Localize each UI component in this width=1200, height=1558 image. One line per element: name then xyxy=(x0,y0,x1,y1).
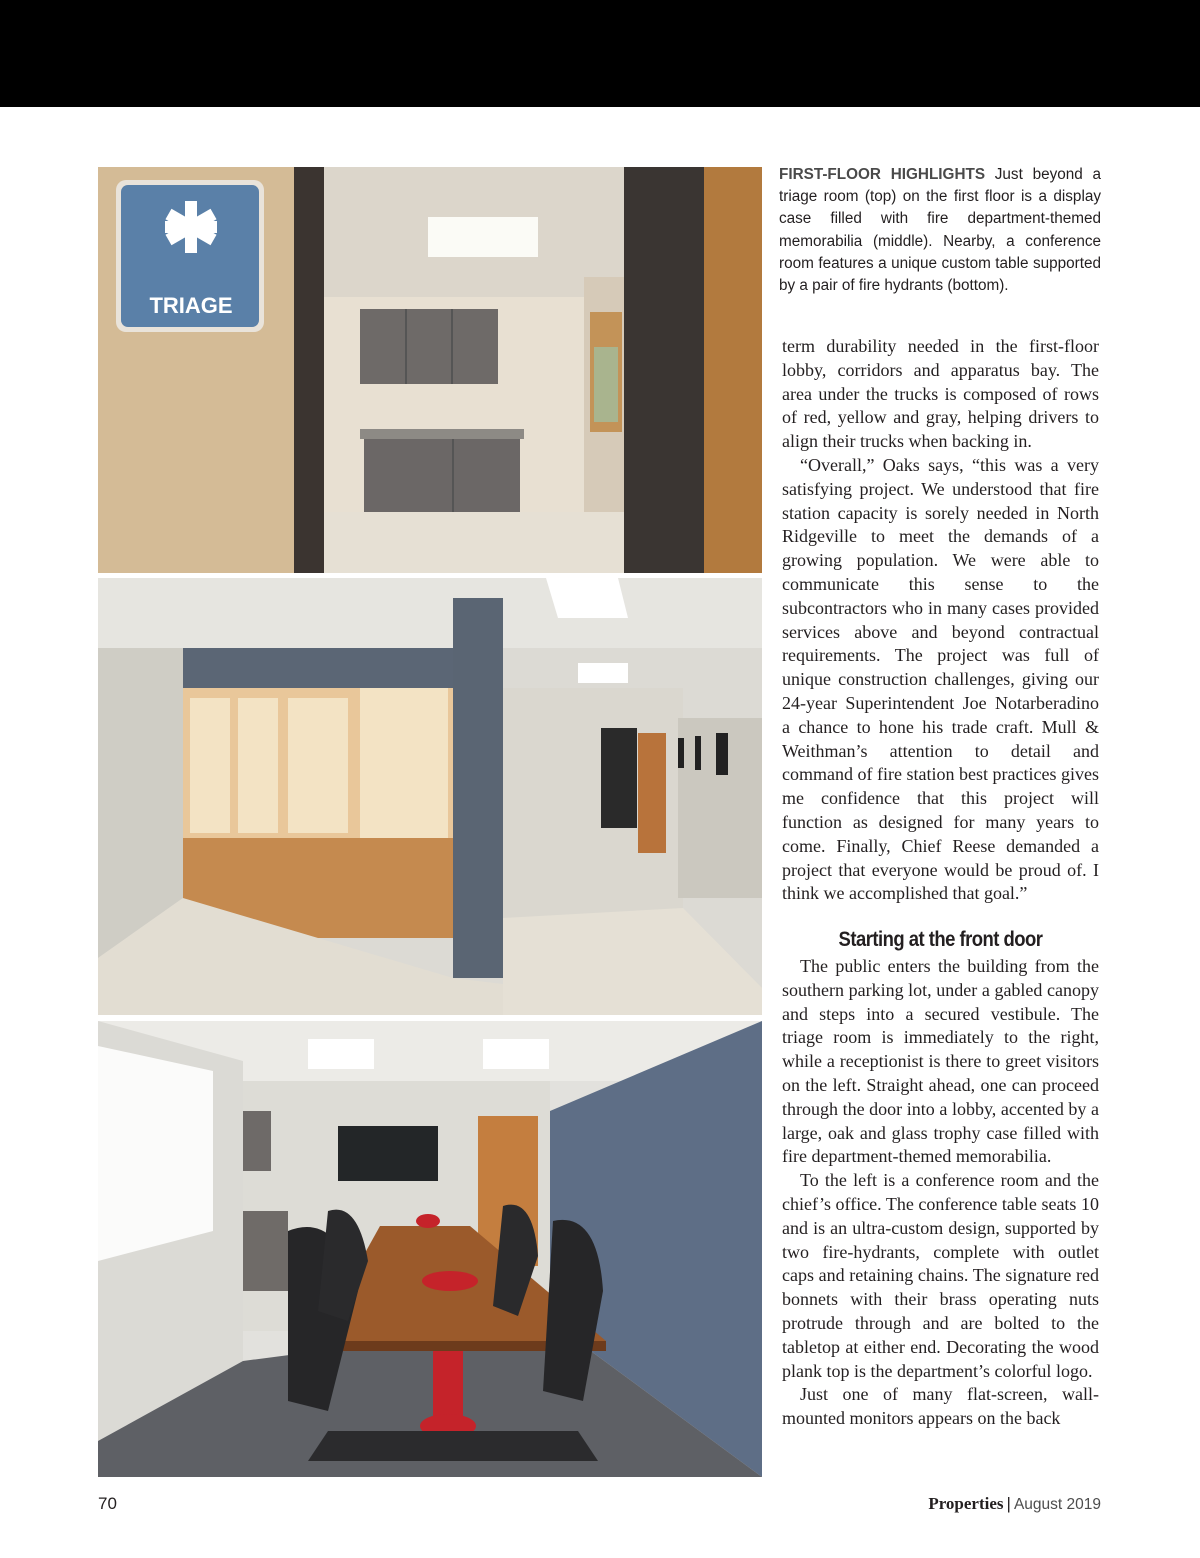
triage-room-photo xyxy=(98,167,762,573)
photo-caption xyxy=(779,164,1101,297)
magazine-name: Properties xyxy=(928,1494,1004,1513)
issue-date: August 2019 xyxy=(1013,1496,1101,1513)
article-paragraph: The public enters the building from the southern parking lot, under a gabled canopy and steps into a secured vestibule. The triage room is immediately to the right, while a receptionist is there to greet visitors on the left. Straight ahead, one can proceed through the door into a lobby, accented by a large, oak and glass trophy case filled with fire department-themed memorabilia. xyxy=(782,956,1099,1167)
footer-separator: | xyxy=(1006,1494,1011,1513)
article-column-top xyxy=(782,335,1099,906)
article-paragraph: term durability needed in the first-floor lobby, corridors and apparatus bay. The area under the trucks is composed of rows of red, yellow and gray, helping drivers to align their trucks when backing in. xyxy=(782,336,1099,452)
caption-lead: FIRST-FLOOR HIGHLIGHTS xyxy=(779,166,986,183)
display-case-photo xyxy=(98,578,762,1015)
page-number: 70 xyxy=(98,1494,117,1513)
running-footer xyxy=(928,1494,1101,1514)
section-subhead: Starting at the front door xyxy=(838,928,1043,951)
triage-sign-label: TRIAGE xyxy=(149,293,233,318)
article-paragraph: Just one of many flat-screen, wall-mounted monitors appears on the back xyxy=(782,1384,1099,1429)
caption-text: Just beyond a triage room (top) on the first floor is a display case filled with fire department-themed memorabilia (middle). Nearby, a conference room features a unique custom table supported by a pair of fire hydrants (bottom). xyxy=(779,166,1101,295)
article-paragraph: To the left is a conference room and the chief’s office. The conference table seats 10 and is an ultra-custom design, supported by two fire-hydrants, complete with outlet caps and retaining chains. The signature red bonnets with their brass operating nuts protrude through and are bolted to the tabletop at either end. Decorating the wood plank top is the department’s colorful logo. xyxy=(782,1170,1099,1381)
top-black-bar xyxy=(0,0,1200,107)
conference-room-photo xyxy=(98,1021,762,1477)
article-column-bottom xyxy=(782,955,1099,1431)
article-paragraph: “Overall,” Oaks says, “this was a very satisfying project. We understood that fire station capacity is sorely needed in North Ridgeville to meet the demands of a growing population. We were able to communicate this sense to the subcontractors who in many cases provided services above and beyond contractual requirements. The project was full of unique construction challenges, giving our 24-year Superintendent Joe Notarberadino a chance to hone his trade craft. Mull & Weithman’s attention to detail and command of fire station best practices gives me confidence that this project will function as designed for many years to come. Finally, Chief Reese demanded a project that everyone would be proud of. I think we accomplished that goal.” xyxy=(782,454,1099,904)
